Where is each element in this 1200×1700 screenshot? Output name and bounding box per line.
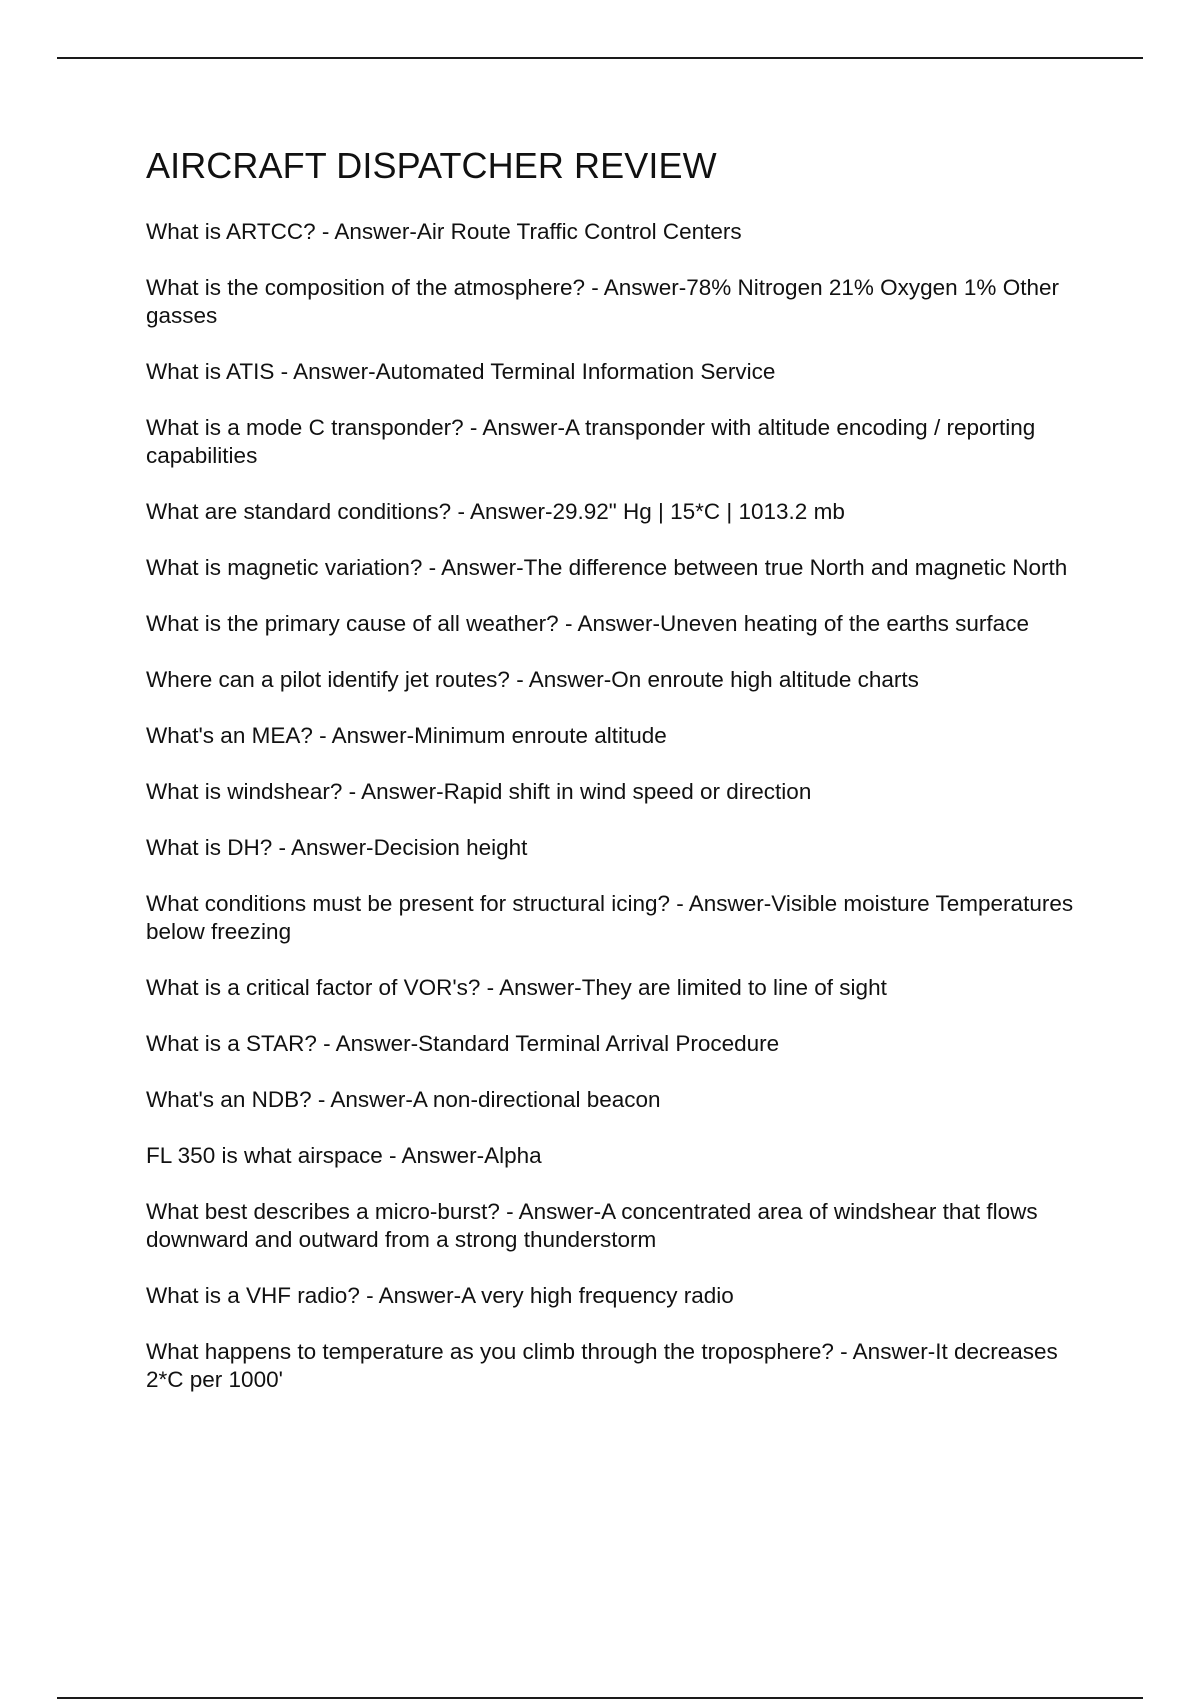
answer: A non-directional beacon	[412, 1087, 661, 1112]
answer: A transponder with altitude encoding / reporting capabilities	[146, 415, 1036, 468]
question: What's an MEA?	[146, 723, 313, 748]
question: What is a critical factor of VOR's?	[146, 975, 481, 1000]
answer: Standard Terminal Arrival Procedure	[418, 1031, 780, 1056]
answer: The difference between true North and magnetic North	[523, 555, 1068, 580]
qa-item: What is a VHF radio? - Answer-A very high frequency radio	[146, 1283, 734, 1308]
answer: A concentrated area of windshear that flows downward and outward from a strong thunderstorm	[146, 1199, 1038, 1252]
qa-item: What happens to temperature as you climb through the troposphere? - Answer-It decreases 2*C per 1000'	[146, 1339, 1058, 1392]
qa-item: Where can a pilot identify jet routes? - Answer-On enroute high altitude charts	[146, 667, 919, 692]
qa-item: What are standard conditions? - Answer-29.92" Hg | 15*C | 1013.2 mb	[146, 499, 845, 524]
qa-item: What is DH? - Answer-Decision height	[146, 835, 528, 860]
question: What is magnetic variation?	[146, 555, 423, 580]
qa-item: What's an MEA? - Answer-Minimum enroute altitude	[146, 723, 667, 748]
answer: They are limited to line of sight	[581, 975, 887, 1000]
qa-item: What best describes a micro-burst? - Answer-A concentrated area of windshear that flows downward and outward from a strong thunderstorm	[146, 1199, 1038, 1252]
question: What is a mode C transponder?	[146, 415, 464, 440]
answer: Alpha	[484, 1143, 542, 1168]
qa-item: What is the primary cause of all weather? - Answer-Uneven heating of the earths surface	[146, 611, 1029, 636]
qa-item: What's an NDB? - Answer-A non-directional beacon	[146, 1087, 661, 1112]
qa-item: What is ATIS - Answer-Automated Terminal Information Service	[146, 359, 776, 384]
answer: Rapid shift in wind speed or direction	[443, 779, 812, 804]
question: What's an NDB?	[146, 1087, 312, 1112]
question: What is a STAR?	[146, 1031, 317, 1056]
document-title: AIRCRAFT DISPATCHER REVIEW	[146, 145, 717, 186]
qa-item: What is windshear? - Answer-Rapid shift in wind speed or direction	[146, 779, 812, 804]
answer: On enroute high altitude charts	[611, 667, 919, 692]
question: What conditions must be present for structural icing?	[146, 891, 670, 916]
qa-item: What is a mode C transponder? - Answer-A transponder with altitude encoding / reporting capabilities	[146, 415, 1036, 468]
answer: Minimum enroute altitude	[414, 723, 667, 748]
question: What best describes a micro-burst?	[146, 1199, 500, 1224]
qa-item: What is a STAR? - Answer-Standard Terminal Arrival Procedure	[146, 1031, 780, 1056]
question: What is DH?	[146, 835, 273, 860]
qa-item: What is a critical factor of VOR's? - Answer-They are limited to line of sight	[146, 975, 887, 1000]
answer: Automated Terminal Information Service	[375, 359, 776, 384]
question: What is a VHF radio?	[146, 1283, 360, 1308]
answer: Visible moisture Temperatures below freezing	[146, 891, 1074, 944]
question: What is the composition of the atmosphere?	[146, 275, 585, 300]
qa-item: What is ARTCC? - Answer-Air Route Traffic Control Centers	[146, 219, 742, 244]
question: FL 350 is what airspace	[146, 1143, 383, 1168]
qa-item: What conditions must be present for structural icing? - Answer-Visible moisture Temperatures below freezing	[146, 891, 1074, 944]
answer: 78% Nitrogen 21% Oxygen 1% Other gasses	[146, 275, 1059, 328]
question: What is windshear?	[146, 779, 343, 804]
document-body	[146, 140, 1086, 1422]
question: What is ARTCC?	[146, 219, 316, 244]
answer: It decreases 2*C per 1000'	[146, 1339, 1058, 1392]
qa-item: What is magnetic variation? - Answer-The difference between true North and magnetic North	[146, 555, 1068, 580]
qa-item: FL 350 is what airspace - Answer-Alpha	[146, 1143, 542, 1168]
answer: 29.92" Hg | 15*C | 1013.2 mb	[552, 499, 845, 524]
answer: A very high frequency radio	[461, 1283, 734, 1308]
question: Where can a pilot identify jet routes?	[146, 667, 510, 692]
top-rule	[57, 57, 1143, 59]
question: What happens to temperature as you climb through the troposphere?	[146, 1339, 834, 1364]
question: What is ATIS	[146, 359, 275, 384]
bottom-rule	[57, 1697, 1143, 1699]
answer: Decision height	[373, 835, 528, 860]
qa-item: What is the composition of the atmosphere? - Answer-78% Nitrogen 21% Oxygen 1% Other gasses	[146, 275, 1059, 328]
question: What are standard conditions?	[146, 499, 452, 524]
answer: Uneven heating of the earths surface	[659, 611, 1029, 636]
answer: Air Route Traffic Control Centers	[416, 219, 742, 244]
question: What is the primary cause of all weather?	[146, 611, 559, 636]
